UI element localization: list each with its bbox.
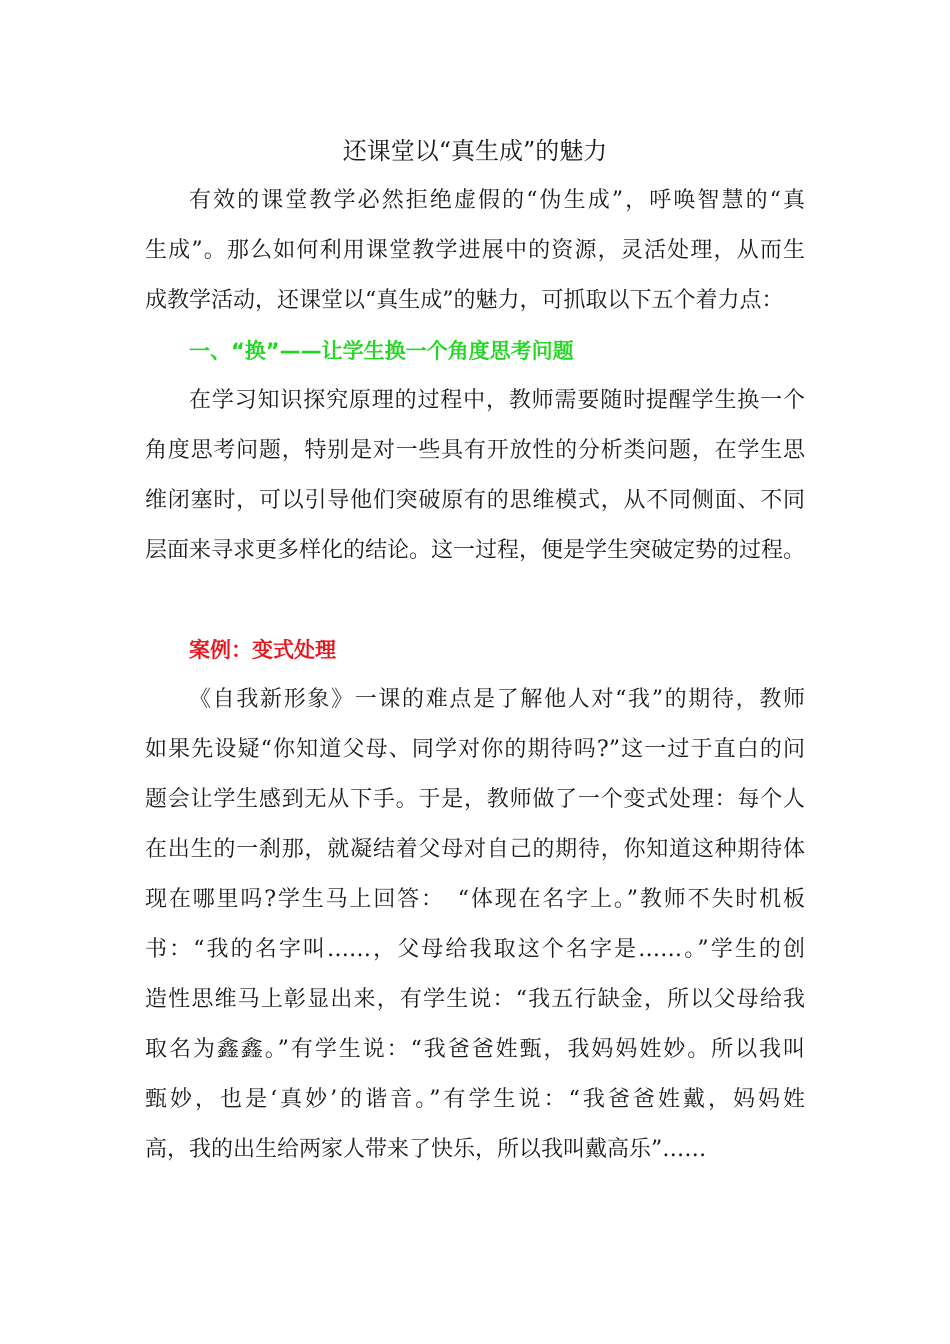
document-title: 还课堂以“真生成”的魅力 [342,137,608,165]
case-line-7: 造性思维马上彰显出来，有学生说：“我五行缺金，所以父母给我 [145,987,805,1012]
section1-heading: 一、“换”——让学生换一个角度思考问题 [189,339,574,363]
section1-line-1: 在学习知识探究原理的过程中，教师需要随时提醒学生换一个 [189,388,805,413]
case-line-5: 现在哪里吗?学生马上回答： “体现在名字上。”教师不失时机板 [145,887,805,912]
case-line-2: 如果先设疑“你知道父母、同学对你的期待吗?”这一过于直白的问 [145,737,805,762]
case-line-1: 《自我新形象》一课的难点是了解他人对“我”的期待，教师 [189,687,805,712]
case-heading: 案例：变式处理 [189,638,336,662]
case-line-4: 在出生的一刹那，就凝结着父母对自己的期待，你知道这种期待体 [145,837,805,862]
section1-line-2: 角度思考问题，特别是对一些具有开放性的分析类问题，在学生思 [145,438,805,463]
case-line-8: 取名为鑫鑫。”有学生说：“我爸爸姓甄，我妈妈姓妙。所以我叫 [145,1037,805,1062]
intro-line-2: 生成”。那么如何利用课堂教学进展中的资源，灵活处理，从而生 [145,238,805,263]
case-line-9: 甄妙，也是‘真妙’的谐音。”有学生说：“我爸爸姓戴，妈妈姓 [145,1087,805,1112]
case-line-3: 题会让学生感到无从下手。于是，教师做了一个变式处理：每个人 [145,787,805,812]
intro-line-3: 成教学活动，还课堂以“真生成”的魅力，可抓取以下五个着力点： [145,288,784,313]
case-line-6: 书：“我的名字叫……，父母给我取这个名字是……。”学生的创 [145,937,805,962]
case-line-10: 高，我的出生给两家人带来了快乐，所以我叫戴高乐”…… [145,1137,707,1162]
section1-line-4: 层面来寻求更多样化的结论。这一过程，便是学生突破定势的过程。 [145,538,806,563]
section1-line-3: 维闭塞时，可以引导他们突破原有的思维模式，从不同侧面、不同 [145,488,805,513]
intro-line-1: 有效的课堂教学必然拒绝虚假的“伪生成”，呼唤智慧的“真 [189,188,805,213]
